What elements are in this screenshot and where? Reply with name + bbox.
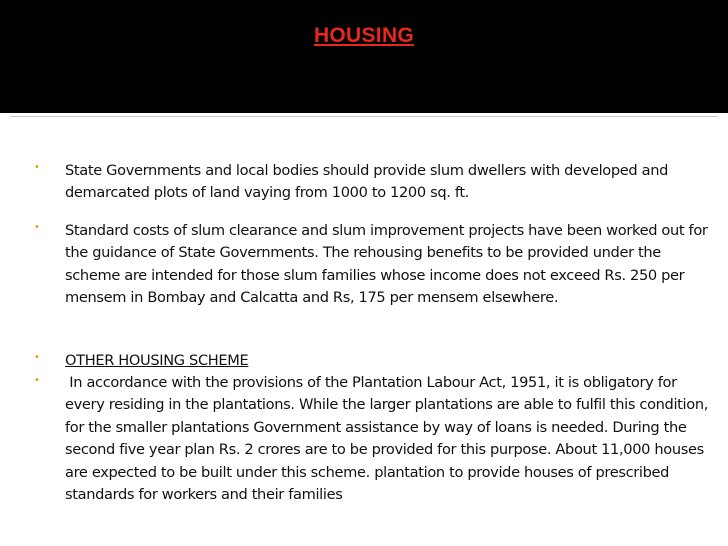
slide-header xyxy=(0,0,728,113)
paragraph-slum-plots: State Governments and local bodies should provide slum dwellers with developed and demarcated plots of land vaying from 1000 to 1200 sq. ft. xyxy=(65,162,669,202)
slide-body xyxy=(0,113,728,546)
bullet-icon: • xyxy=(34,375,40,386)
section-heading-other-housing: OTHER HOUSING SCHEME xyxy=(65,352,249,369)
bullet-icon: • xyxy=(34,352,40,363)
bullet-icon: • xyxy=(34,222,40,233)
slide-title: HOUSING xyxy=(313,24,415,47)
paragraph-slum-clearance-costs: Standard costs of slum clearance and slum improvement projects have been worked out for the guidance of State Governments. The rehousing benefits to be provided under the scheme are intended for those slum families whose income does not exceed Rs. 250 per mensem in Bombay and Calcatta and Rs, 175 per mensem elsewhere. xyxy=(65,222,708,307)
paragraph-plantation-housing: In accordance with the provisions of the Plantation Labour Act, 1951, it is obligatory for every residing in the plantations. While the larger plantations are able to fulfil this condition, for the smaller plantations Government assistance by way of loans is needed. During the second five year plan Rs. 2 crores are to be provided for this purpose. About 11,000 houses are expected to be built under this scheme. plantation to provide houses of prescribed standards for workers and their families xyxy=(65,374,713,504)
bullet-icon: • xyxy=(34,162,40,173)
divider-line xyxy=(10,116,718,117)
